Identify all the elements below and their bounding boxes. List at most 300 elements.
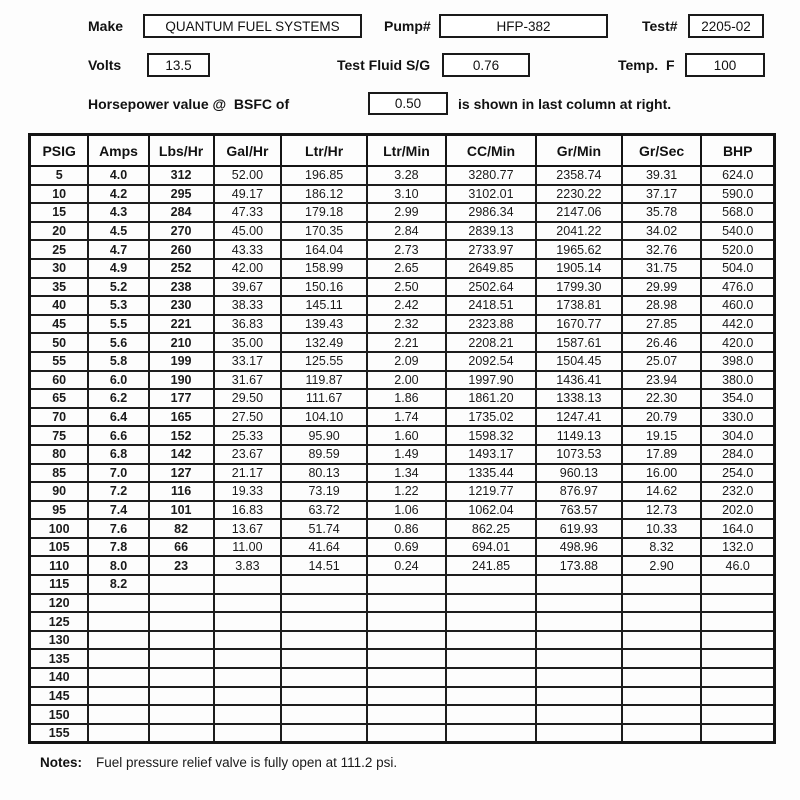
table-cell: 34.02 — [622, 222, 702, 241]
temperature-value-box — [685, 53, 765, 77]
table-cell — [214, 724, 282, 743]
table-cell: 29.50 — [214, 389, 282, 408]
table-cell: 420.0 — [701, 333, 774, 352]
table-cell: 1.06 — [367, 501, 446, 520]
table-row — [30, 222, 775, 241]
table-cell — [536, 687, 622, 706]
table-cell: 28.98 — [622, 296, 702, 315]
table-cell: 3280.77 — [446, 166, 536, 185]
table-cell: 25.07 — [622, 352, 702, 371]
table-cell: 4.0 — [88, 166, 148, 185]
table-cell — [149, 705, 214, 724]
table-cell: 49.17 — [214, 185, 282, 204]
table-cell: 330.0 — [701, 408, 774, 427]
table-cell — [88, 612, 148, 631]
table-cell — [367, 668, 446, 687]
table-cell: 110 — [30, 556, 89, 575]
table-cell: 0.86 — [367, 519, 446, 538]
table-cell — [281, 631, 367, 650]
table-cell: 504.0 — [701, 259, 774, 278]
table-cell — [536, 631, 622, 650]
table-cell — [446, 687, 536, 706]
table-cell — [536, 668, 622, 687]
table-row — [30, 445, 775, 464]
table-cell: 4.7 — [88, 240, 148, 259]
table-cell: 70 — [30, 408, 89, 427]
table-cell: 16.83 — [214, 501, 282, 520]
table-cell: 33.17 — [214, 352, 282, 371]
table-cell: 354.0 — [701, 389, 774, 408]
table-cell: 140 — [30, 668, 89, 687]
table-cell: 10.33 — [622, 519, 702, 538]
table-cell: 2323.88 — [446, 315, 536, 334]
table-cell: 132.49 — [281, 333, 367, 352]
table-cell — [622, 687, 702, 706]
table-cell — [536, 575, 622, 594]
table-cell: 2092.54 — [446, 352, 536, 371]
table-cell: 8.0 — [88, 556, 148, 575]
table-cell: 2.00 — [367, 371, 446, 390]
table-cell: 2358.74 — [536, 166, 622, 185]
table-row — [30, 166, 775, 185]
table-cell: 442.0 — [701, 315, 774, 334]
table-cell: 2.21 — [367, 333, 446, 352]
table-cell: 1149.13 — [536, 426, 622, 445]
table-cell: 876.97 — [536, 482, 622, 501]
table-cell: 125.55 — [281, 352, 367, 371]
table-cell: 15 — [30, 203, 89, 222]
table-cell — [281, 575, 367, 594]
volts-label: Volts — [88, 57, 122, 73]
column-header: Ltr/Hr — [281, 135, 367, 167]
table-cell — [281, 687, 367, 706]
table-cell: 4.5 — [88, 222, 148, 241]
table-cell: 1799.30 — [536, 278, 622, 297]
table-cell — [622, 575, 702, 594]
table-cell: 5 — [30, 166, 89, 185]
test-fluid-sg-label: Test Fluid S/G — [337, 57, 431, 73]
table-cell — [149, 612, 214, 631]
table-cell — [88, 668, 148, 687]
table-cell: 1598.32 — [446, 426, 536, 445]
table-cell — [367, 724, 446, 743]
table-cell: 196.85 — [281, 166, 367, 185]
table-cell: 6.8 — [88, 445, 148, 464]
table-cell — [281, 594, 367, 613]
table-cell: 50 — [30, 333, 89, 352]
table-cell — [367, 687, 446, 706]
table-cell: 21.17 — [214, 464, 282, 483]
table-cell: 3.83 — [214, 556, 282, 575]
table-cell: 164.0 — [701, 519, 774, 538]
table-cell — [214, 687, 282, 706]
table-row — [30, 631, 775, 650]
table-cell: 260 — [149, 240, 214, 259]
table-cell — [536, 612, 622, 631]
table-cell — [446, 649, 536, 668]
table-cell: 116 — [149, 482, 214, 501]
pump-number-value-box — [439, 14, 608, 38]
table-cell: 6.6 — [88, 426, 148, 445]
table-cell: 75 — [30, 426, 89, 445]
table-cell: 8.32 — [622, 538, 702, 557]
table-cell — [367, 594, 446, 613]
table-cell: 27.50 — [214, 408, 282, 427]
table-row — [30, 185, 775, 204]
table-cell: 82 — [149, 519, 214, 538]
table-cell: 6.2 — [88, 389, 148, 408]
header-row-make — [0, 14, 800, 40]
table-cell — [446, 705, 536, 724]
table-cell: 95.90 — [281, 426, 367, 445]
table-cell: 540.0 — [701, 222, 774, 241]
table-cell: 10 — [30, 185, 89, 204]
table-cell: 16.00 — [622, 464, 702, 483]
table-cell — [536, 724, 622, 743]
table-cell: 210 — [149, 333, 214, 352]
table-row — [30, 556, 775, 575]
table-cell: 1335.44 — [446, 464, 536, 483]
table-cell: 52.00 — [214, 166, 282, 185]
table-cell — [701, 575, 774, 594]
table-cell: 139.43 — [281, 315, 367, 334]
table-cell — [701, 705, 774, 724]
table-cell: 29.99 — [622, 278, 702, 297]
table-cell: 2.09 — [367, 352, 446, 371]
table-cell — [701, 612, 774, 631]
table-cell — [367, 612, 446, 631]
table-cell — [281, 705, 367, 724]
table-cell: 150.16 — [281, 278, 367, 297]
test-number-label: Test# — [642, 18, 678, 34]
table-cell: 105 — [30, 538, 89, 557]
table-cell: 73.19 — [281, 482, 367, 501]
table-cell — [88, 631, 148, 650]
table-cell: 476.0 — [701, 278, 774, 297]
table-cell: 63.72 — [281, 501, 367, 520]
table-cell: 35.78 — [622, 203, 702, 222]
bsfc-prefix-text: Horsepower value @ BSFC of — [88, 96, 290, 112]
table-row — [30, 352, 775, 371]
table-row — [30, 519, 775, 538]
table-cell: 8.2 — [88, 575, 148, 594]
table-cell: 23 — [149, 556, 214, 575]
table-cell — [701, 631, 774, 650]
test-fluid-sg-value-box — [442, 53, 530, 77]
pump-number-label: Pump# — [384, 18, 431, 34]
table-cell: 763.57 — [536, 501, 622, 520]
table-cell: 135 — [30, 649, 89, 668]
table-cell: 238 — [149, 278, 214, 297]
table-cell: 284 — [149, 203, 214, 222]
column-header: CC/Min — [446, 135, 536, 167]
table-cell — [622, 631, 702, 650]
table-cell: 173.88 — [536, 556, 622, 575]
table-cell: 177 — [149, 389, 214, 408]
table-cell — [701, 594, 774, 613]
table-cell: 85 — [30, 464, 89, 483]
table-cell — [367, 649, 446, 668]
table-cell: 132.0 — [701, 538, 774, 557]
table-cell: 694.01 — [446, 538, 536, 557]
table-cell — [88, 687, 148, 706]
table-cell — [536, 594, 622, 613]
table-row — [30, 594, 775, 613]
table-cell: 7.2 — [88, 482, 148, 501]
table-cell: 2418.51 — [446, 296, 536, 315]
table-cell — [214, 668, 282, 687]
table-row — [30, 482, 775, 501]
table-row — [30, 426, 775, 445]
table-row — [30, 296, 775, 315]
header-row-bsfc — [0, 92, 800, 118]
table-cell: 202.0 — [701, 501, 774, 520]
column-header: Lbs/Hr — [149, 135, 214, 167]
table-cell: 42.00 — [214, 259, 282, 278]
table-cell: 37.17 — [622, 185, 702, 204]
table-cell: 2.90 — [622, 556, 702, 575]
table-cell — [149, 649, 214, 668]
make-label: Make — [88, 18, 124, 34]
column-header: Ltr/Min — [367, 135, 446, 167]
table-row — [30, 203, 775, 222]
table-cell — [367, 575, 446, 594]
table-cell: 252 — [149, 259, 214, 278]
table-cell: 3.10 — [367, 185, 446, 204]
test-fluid-sg-value: 0.76 — [472, 57, 500, 73]
table-cell: 7.6 — [88, 519, 148, 538]
table-cell: 142 — [149, 445, 214, 464]
table-cell: 380.0 — [701, 371, 774, 390]
table-cell — [701, 649, 774, 668]
table-cell: 25 — [30, 240, 89, 259]
table-cell: 164.04 — [281, 240, 367, 259]
table-cell — [88, 724, 148, 743]
table-cell — [88, 649, 148, 668]
table-cell: 130 — [30, 631, 89, 650]
table-cell: 80 — [30, 445, 89, 464]
table-cell — [446, 575, 536, 594]
table-cell: 2502.64 — [446, 278, 536, 297]
column-header: PSIG — [30, 135, 89, 167]
column-header: Gr/Sec — [622, 135, 702, 167]
table-cell: 19.33 — [214, 482, 282, 501]
table-row — [30, 278, 775, 297]
table-cell: 1587.61 — [536, 333, 622, 352]
table-cell: 520.0 — [701, 240, 774, 259]
table-cell — [88, 594, 148, 613]
table-cell — [446, 668, 536, 687]
table-cell — [701, 687, 774, 706]
table-cell: 25.33 — [214, 426, 282, 445]
bsfc-value: 0.50 — [394, 96, 422, 111]
table-cell: 89.59 — [281, 445, 367, 464]
bsfc-value-box — [368, 92, 448, 115]
table-cell: 120 — [30, 594, 89, 613]
table-row — [30, 389, 775, 408]
table-row — [30, 612, 775, 631]
table-cell: 101 — [149, 501, 214, 520]
table-cell: 1436.41 — [536, 371, 622, 390]
table-cell: 1.49 — [367, 445, 446, 464]
table-cell: 270 — [149, 222, 214, 241]
table-cell: 1.22 — [367, 482, 446, 501]
table-cell: 26.46 — [622, 333, 702, 352]
table-cell: 2733.97 — [446, 240, 536, 259]
table-cell: 45 — [30, 315, 89, 334]
table-cell: 2649.85 — [446, 259, 536, 278]
table-cell: 22.30 — [622, 389, 702, 408]
table-cell: 1338.13 — [536, 389, 622, 408]
table-cell: 2.99 — [367, 203, 446, 222]
flow-test-table-wrap — [28, 133, 776, 744]
table-cell — [214, 594, 282, 613]
table-cell: 51.74 — [281, 519, 367, 538]
table-cell: 6.0 — [88, 371, 148, 390]
table-cell: 590.0 — [701, 185, 774, 204]
table-cell: 39.67 — [214, 278, 282, 297]
table-cell: 1.60 — [367, 426, 446, 445]
table-cell: 119.87 — [281, 371, 367, 390]
table-cell: 4.9 — [88, 259, 148, 278]
table-cell: 1.34 — [367, 464, 446, 483]
table-row — [30, 687, 775, 706]
table-cell: 30 — [30, 259, 89, 278]
table-cell: 1219.77 — [446, 482, 536, 501]
table-cell: 295 — [149, 185, 214, 204]
column-header: BHP — [701, 135, 774, 167]
table-cell: 2208.21 — [446, 333, 536, 352]
table-cell: 12.73 — [622, 501, 702, 520]
table-cell: 1735.02 — [446, 408, 536, 427]
table-cell: 45.00 — [214, 222, 282, 241]
table-cell: 47.33 — [214, 203, 282, 222]
table-cell: 232.0 — [701, 482, 774, 501]
notes-text: Fuel pressure relief valve is fully open at 111.2 psi. — [96, 755, 398, 770]
table-cell: 1861.20 — [446, 389, 536, 408]
table-cell: 186.12 — [281, 185, 367, 204]
table-cell: 4.2 — [88, 185, 148, 204]
table-cell: 38.33 — [214, 296, 282, 315]
table-cell: 2.65 — [367, 259, 446, 278]
table-cell: 1247.41 — [536, 408, 622, 427]
table-cell — [367, 631, 446, 650]
table-cell: 1073.53 — [536, 445, 622, 464]
table-cell — [149, 631, 214, 650]
table-cell: 1997.90 — [446, 371, 536, 390]
table-row — [30, 333, 775, 352]
column-header: Gr/Min — [536, 135, 622, 167]
table-row — [30, 464, 775, 483]
table-cell: 2986.34 — [446, 203, 536, 222]
table-cell: 241.85 — [446, 556, 536, 575]
table-cell: 2230.22 — [536, 185, 622, 204]
table-cell: 284.0 — [701, 445, 774, 464]
table-row — [30, 705, 775, 724]
table-cell: 40 — [30, 296, 89, 315]
table-cell — [281, 649, 367, 668]
table-cell: 7.0 — [88, 464, 148, 483]
table-cell: 2.50 — [367, 278, 446, 297]
header-row-conditions — [0, 53, 800, 79]
table-cell: 1905.14 — [536, 259, 622, 278]
table-cell — [536, 649, 622, 668]
table-cell: 13.67 — [214, 519, 282, 538]
table-cell: 7.4 — [88, 501, 148, 520]
table-cell: 312 — [149, 166, 214, 185]
table-cell: 80.13 — [281, 464, 367, 483]
table-cell: 2.42 — [367, 296, 446, 315]
table-cell — [281, 612, 367, 631]
table-cell: 152 — [149, 426, 214, 445]
table-cell: 460.0 — [701, 296, 774, 315]
table-cell: 127 — [149, 464, 214, 483]
table-cell: 5.2 — [88, 278, 148, 297]
table-cell: 624.0 — [701, 166, 774, 185]
table-cell: 32.76 — [622, 240, 702, 259]
table-row — [30, 315, 775, 334]
table-row — [30, 371, 775, 390]
table-cell — [446, 594, 536, 613]
table-cell: 14.51 — [281, 556, 367, 575]
table-cell — [88, 705, 148, 724]
table-cell: 170.35 — [281, 222, 367, 241]
table-row — [30, 240, 775, 259]
test-number-value: 2205-02 — [701, 18, 751, 34]
table-cell — [281, 724, 367, 743]
table-cell: 568.0 — [701, 203, 774, 222]
table-cell: 155 — [30, 724, 89, 743]
table-cell — [214, 705, 282, 724]
table-cell: 2147.06 — [536, 203, 622, 222]
table-cell — [622, 594, 702, 613]
table-cell — [622, 724, 702, 743]
table-cell: 2041.22 — [536, 222, 622, 241]
table-cell: 39.31 — [622, 166, 702, 185]
table-cell — [446, 612, 536, 631]
table-cell — [149, 594, 214, 613]
table-cell: 150 — [30, 705, 89, 724]
table-cell: 41.64 — [281, 538, 367, 557]
table-cell — [446, 631, 536, 650]
table-row — [30, 724, 775, 743]
table-cell: 2839.13 — [446, 222, 536, 241]
table-cell: 2.32 — [367, 315, 446, 334]
table-cell — [149, 668, 214, 687]
table-row — [30, 501, 775, 520]
table-cell: 20 — [30, 222, 89, 241]
table-cell — [214, 612, 282, 631]
table-cell: 20.79 — [622, 408, 702, 427]
table-cell — [622, 612, 702, 631]
table-cell: 11.00 — [214, 538, 282, 557]
table-cell: 6.4 — [88, 408, 148, 427]
table-cell: 3102.01 — [446, 185, 536, 204]
table-cell: 190 — [149, 371, 214, 390]
table-cell: 1062.04 — [446, 501, 536, 520]
table-row — [30, 649, 775, 668]
table-cell: 158.99 — [281, 259, 367, 278]
make-value: QUANTUM FUEL SYSTEMS — [165, 18, 340, 34]
table-cell: 111.67 — [281, 389, 367, 408]
table-cell: 4.3 — [88, 203, 148, 222]
table-cell: 0.69 — [367, 538, 446, 557]
column-header: Gal/Hr — [214, 135, 282, 167]
table-cell: 104.10 — [281, 408, 367, 427]
table-cell: 1.74 — [367, 408, 446, 427]
bsfc-suffix-text: is shown in last column at right. — [458, 96, 672, 112]
table-cell — [281, 668, 367, 687]
